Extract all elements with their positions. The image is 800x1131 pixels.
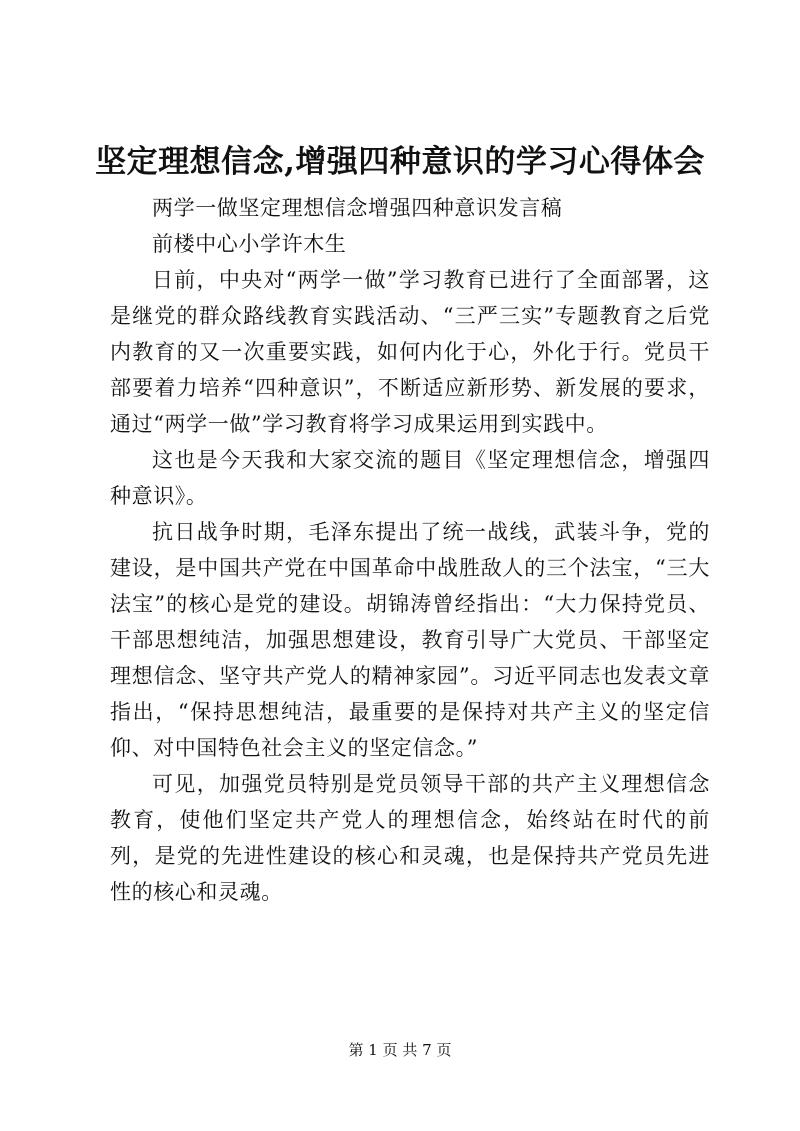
document-title: 坚定理想信念,增强四种意识的学习心得体会 <box>95 144 705 180</box>
author-paragraph: 前楼中心小学许木生 <box>152 232 347 256</box>
page-number-footer: 第 1 页 共 7 页 <box>348 1041 452 1059</box>
body-paragraph: 抗日战争时期，毛泽东提出了统一战线，武装斗争，党的建设，是中国共产党在中国革命中战胜敌人的三个法宝，“三大法宝”的核心是党的建设。胡锦涛曾经指出：“大力保持党员、干部思想纯洁，加强思想建设，教育引导广大党员、干部坚定理想信念、坚守共产党人的精神家园”。习近平同志也发表文章指出，“保持思想纯洁，最重要的是保持对共产主义的坚定信仰、对中国特色社会主义的坚定信念。” <box>110 520 710 760</box>
body-paragraph: 日前，中央对“两学一做”学习教育已进行了全面部署，这是继党的群众路线教育实践活动、“三严三实”专题教育之后党内教育的又一次重要实践，如何内化于心，外化于行。党员干部要着力培养“四种意识”，不断适应新形势、新发展的要求，通过“两学一做”学习教育将学习成果运用到实践中。 <box>110 268 710 436</box>
subtitle-paragraph: 两学一做坚定理想信念增强四种意识发言稿 <box>152 196 563 220</box>
body-paragraph: 这也是今天我和大家交流的题目《坚定理想信念，增强四种意识》。 <box>110 448 710 508</box>
body-paragraph: 可见，加强党员特别是党员领导干部的共产主义理想信念教育，使他们坚定共产党人的理想信念，始终站在时代的前列，是党的先进性建设的核心和灵魂，也是保持共产党员先进性的核心和灵魂。 <box>110 772 710 904</box>
document-body <box>110 190 710 910</box>
